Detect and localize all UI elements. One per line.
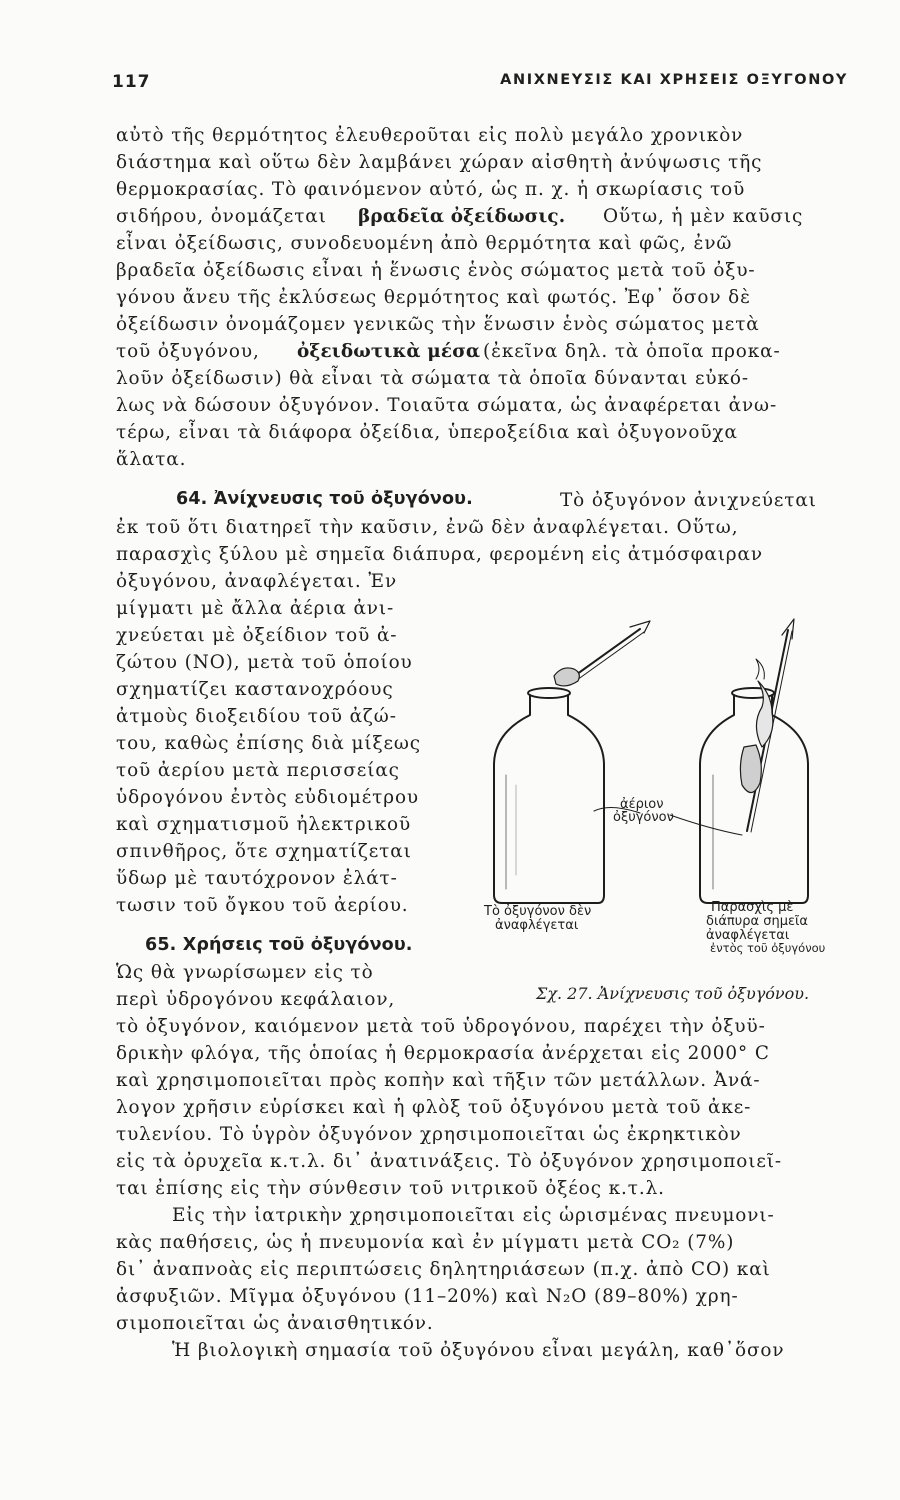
caption-left-line1: Τὸ ὀξυγόνον δὲν xyxy=(484,904,592,919)
text-line: τοῦ ἀερίου μετὰ περισσείας xyxy=(116,760,400,781)
text-line: ὕδωρ μὲ ταυτόχρονον ἐλάτ- xyxy=(116,868,398,889)
text-line: τοῦ ὀξυγόνου, xyxy=(116,341,260,362)
text-line: λως νὰ δώσουν ὀξυγόνον. Τοιαῦτα σώματα, ὡς ἀναφέρεται ἀνω- xyxy=(116,395,778,416)
text-line: μίγματι μὲ ἄλλα ἀέρια ἀνι- xyxy=(116,598,395,619)
text-line: τὸ ὀξυγόνον, καιόμενον μετὰ τοῦ ὑδρογόνου, παρέχει τὴν ὀξυϋ- xyxy=(116,1016,766,1037)
page-header xyxy=(112,72,848,98)
text-line: ἀσφυξιῶν. Μῖγμα ὀξυγόνου (11–20%) καὶ N₂O (89–80%) χρη- xyxy=(116,1286,739,1307)
text-line: σιμοποιεῖται ὡς ἀναισθητικόν. xyxy=(116,1313,434,1334)
text-line: γόνου ἄνευ τῆς ἐκλύσεως θερμότητος καὶ φωτός. Ἐφ᾿ ὅσον δὲ xyxy=(116,287,751,308)
text-line: καὶ σχηματισμοῦ ἠλεκτρικοῦ xyxy=(116,814,412,835)
caption-right-line1: Παρασχὶς μὲ xyxy=(711,900,794,915)
section-heading-65: 65. Χρήσεις τοῦ ὀξυγόνου. xyxy=(145,935,413,955)
text-line: ζώτου (NO), μετὰ τοῦ ὁποίου xyxy=(116,652,413,673)
text-line: δι᾿ ἀναπνοὰς εἰς περιπτώσεις δηλητηριάσεων (π.χ. ἀπὸ CO) καὶ xyxy=(116,1259,771,1280)
text-line: ἅλατα. xyxy=(116,449,187,470)
caption-right-line4: ἐντὸς τοῦ ὀξυγόνου xyxy=(710,941,826,955)
text-line: θερμοκρασίας. Τὸ φαινόμενον αὐτό, ὡς π. χ. ἡ σκωρίασις τοῦ xyxy=(116,179,746,200)
text-line: ἀτμοὺς διοξειδίου τοῦ ἀζώ- xyxy=(116,706,397,727)
text-line: σπινθῆρος, ὅτε σχηματίζεται xyxy=(116,841,412,862)
text-line: του, καθὼς ἐπίσης διὰ μίξεως xyxy=(116,733,421,754)
caption-right-line2: διάπυρα σημεῖα xyxy=(706,914,808,929)
text-line: εἶναι ὀξείδωσις, συνοδευομένη ἀπὸ θερμότητα καὶ φῶς, ἐνῶ xyxy=(116,233,733,254)
label-gas: ἀέριον xyxy=(620,797,664,812)
text-line: Οὕτω, ἡ μὲν καῦσις xyxy=(603,206,804,227)
text-line: κὰς παθήσεις, ὡς ἡ πνευμονία καὶ ἐν μίγματι μετὰ CO₂ (7%) xyxy=(116,1232,735,1253)
section-heading-64: 64. Ἀνίχνευσις τοῦ ὀξυγόνου. xyxy=(176,489,473,509)
text-line: Ὡς θὰ γνωρίσωμεν εἰς τὸ xyxy=(116,962,374,983)
text-line: λογον χρῆσιν εὑρίσκει καὶ ἡ φλὸξ τοῦ ὀξυγόνου μετὰ τοῦ ἀκε- xyxy=(116,1097,752,1118)
text-line: διάστημα καὶ οὕτω δὲν λαμβάνει χώραν αἰσθητὴ ἀνύψωσις τῆς xyxy=(116,152,763,173)
text-line: σχηματίζει καστανοχρόους xyxy=(116,679,394,700)
text-line: καὶ χρησιμοποιεῖται πρὸς κοπὴν καὶ τῆξιν τῶν μετάλλων. Ἀνά- xyxy=(116,1070,761,1091)
figure-caption: Σχ. 27. Ἀνίχνευσις τοῦ ὀξυγόνου. xyxy=(536,984,810,1003)
text-line: ἐκ τοῦ ὅτι διατηρεῖ τὴν καῦσιν, ἐνῶ δὲν ἀναφλέγεται. Οὕτω, xyxy=(116,517,739,538)
label-oxygen: ὀξυγόνον xyxy=(613,810,674,825)
text-line: αὐτὸ τῆς θερμότητος ἐλευθεροῦται εἰς πολὺ μεγάλο χρονικὸν xyxy=(116,125,744,146)
text-line: Εἰς τὴν ἰατρικὴν χρησιμοποιεῖται εἰς ὡρισμένας πνευμονι- xyxy=(172,1205,775,1226)
text-line: τέρω, εἶναι τὰ διάφορα ὀξείδια, ὑπεροξείδια καὶ ὀξυγονοῦχα xyxy=(116,422,738,443)
text-line: Τὸ ὀξυγόνον ἀνιχνεύεται xyxy=(560,490,817,511)
text-line: βραδεῖα ὀξείδωσις εἶναι ἡ ἕνωσις ἑνὸς σώματος μετὰ τοῦ ὀξυ- xyxy=(116,260,756,281)
caption-right-line3: ἀναφλέγεται xyxy=(706,928,790,943)
text-line: Ἡ βιολογικὴ σημασία τοῦ ὀξυγόνου εἶναι μεγάλη, καθ᾿ὅσον xyxy=(172,1340,785,1361)
text-line: λοῦν ὀξείδωσιν) θὰ εἶναι τὰ σώματα τὰ ὁποῖα δύνανται εὐκό- xyxy=(116,368,749,389)
text-line: ται ἐπίσης εἰς τὴν σύνθεσιν τοῦ νιτρικοῦ ὀξέος κ.τ.λ. xyxy=(116,1178,665,1199)
bold-term: βραδεῖα ὀξείδωσις. xyxy=(358,206,566,227)
page-number: 117 xyxy=(112,72,151,92)
text-line: παρασχὶς ξύλου μὲ σημεῖα διάπυρα, φερομένη εἰς ἀτμόσφαιραν xyxy=(116,544,763,565)
running-head: ΑΝΙΧΝΕΥΣΙΣ ΚΑΙ ΧΡΗΣΕΙΣ ΟΞΥΓΟΝΟΥ xyxy=(500,72,848,88)
text-line: ὀξείδωσιν ὀνομάζομεν γενικῶς τὴν ἕνωσιν ἑνὸς σώματος μετὰ xyxy=(116,314,760,335)
caption-left-line2: ἀναφλέγεται xyxy=(495,918,579,933)
text-line: ὑδρογόνου ἐντὸς εὐδιομέτρου xyxy=(116,787,419,808)
text-line: τωσιν τοῦ ὄγκου τοῦ ἀερίου. xyxy=(116,895,409,916)
text-line: τυλενίου. Τὸ ὑγρὸν ὀξυγόνον χρησιμοποιεῖται ὡς ἐκρηκτικὸν xyxy=(116,1124,742,1145)
bold-term: ὀξειδωτικὰ μέσα xyxy=(297,341,481,362)
text-line: εἰς τὰ ὀρυχεῖα κ.τ.λ. δι᾿ ἀνατινάξεις. Τὸ ὀξυγόνον χρησιμοποιεῖ- xyxy=(116,1151,783,1172)
text-line: χνεύεται μὲ ὀξείδιον τοῦ ἀ- xyxy=(116,625,398,646)
text-line: ὀξυγόνου, ἀναφλέγεται. Ἐν xyxy=(116,571,398,592)
text-line: (ἐκεῖνα δηλ. τὰ ὁποῖα προκα- xyxy=(483,341,781,362)
figure-27 xyxy=(470,615,875,1015)
text-line: δρικὴν φλόγα, τῆς ὁποίας ἡ θερμοκρασία ἀνέρχεται εἰς 2000° C xyxy=(116,1043,770,1064)
text-line: σιδήρου, ὀνομάζεται xyxy=(116,206,327,227)
text-line: περὶ ὑδρογόνου κεφάλαιον, xyxy=(116,989,396,1010)
